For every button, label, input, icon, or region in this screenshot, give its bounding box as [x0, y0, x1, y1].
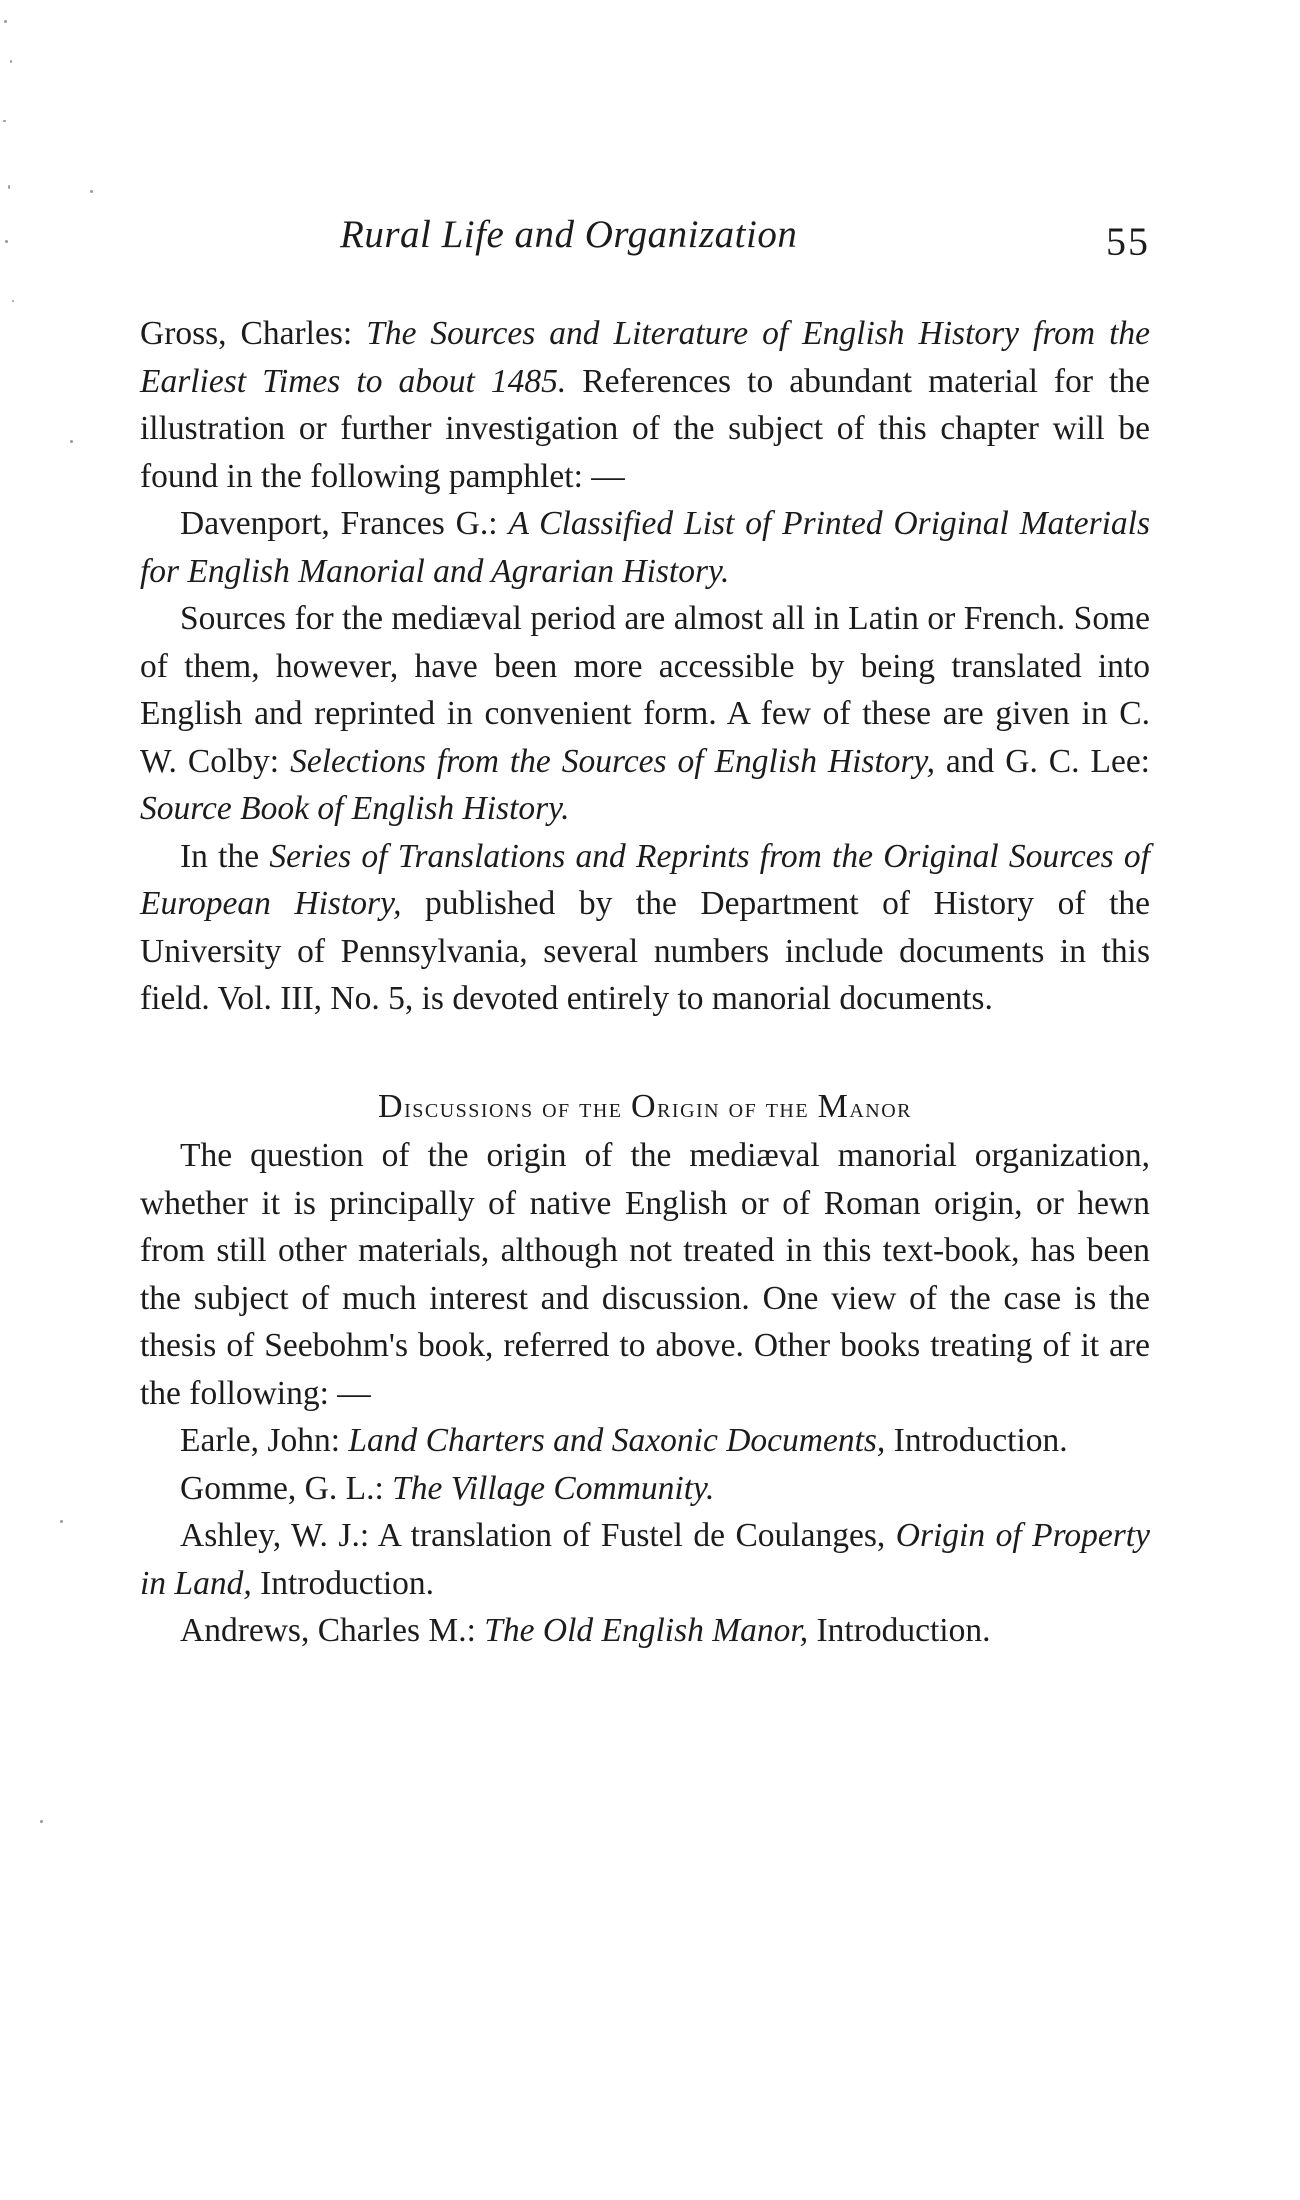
paragraph-andrews	[140, 1607, 1150, 1655]
citation-author: Gross, Charles:	[140, 315, 367, 352]
paragraph-text: In the	[180, 837, 270, 875]
citation-title: Land Charters and Saxonic Documents,	[348, 1422, 886, 1459]
citation-title: The Old English Manor,	[484, 1612, 809, 1649]
paragraph-text: Introduction.	[808, 1612, 991, 1649]
citation-title: The Sources and Literature of English History from the Earliest Times to about 1485.	[140, 315, 1150, 400]
paragraph-text: Introduction.	[251, 1564, 435, 1602]
section-heading: Discussions of the Origin of the Manor	[378, 1087, 912, 1125]
paragraph-text: The question of the origin of the mediæval manorial organization, whether it is principally of native English or of Roman origin, or hewn from still other materials, although not treated in this text-book, has been the subject of much interest and discussion. One view of the case is the thesis of Seebohm's book, referred to above. Other books treating of it are the following: —	[140, 1137, 1150, 1412]
paragraph-ashley	[140, 1512, 1150, 1607]
citation-title: Source Book of English History.	[140, 790, 570, 827]
paragraph-text: References to abundant material for the illustration or further investigation of the subject of this chapter will be found in the following pamphlet: —	[140, 362, 1150, 495]
citation-author: Ashley, W. J.:	[180, 1517, 378, 1554]
paragraph-text: Sources for the mediæval period are almost all in Latin or French. Some of them, however, have been more accessible by being translated into English and reprinted in convenient form. A few of these are given in C. W. Colby:	[140, 600, 1150, 780]
page-number: 55	[1106, 219, 1150, 264]
paragraph-text: A translation of Fustel de Coulanges,	[377, 1517, 896, 1554]
paragraph-text: Introduction.	[885, 1422, 1068, 1459]
citation-author: Gomme, G. L.:	[180, 1469, 393, 1507]
paragraph-gross	[140, 310, 1150, 500]
citation-title: Selections from the Sources of English History,	[290, 742, 935, 780]
paragraph-sources	[140, 595, 1150, 833]
citation-author: Davenport, Frances G.:	[180, 505, 509, 542]
paragraph-text: and G. C. Lee:	[934, 742, 1150, 780]
paragraph-text: published by the Department of History of the University of Pennsylvania, several numbers include documents in this field. Vol. III, No. 5, is devoted entirely to manorial documents.	[140, 885, 1151, 1017]
paragraph-davenport	[140, 500, 1150, 595]
paragraph-gomme	[140, 1465, 1150, 1513]
citation-title: Series of Translations and Reprints from the Original Sources of European History,	[140, 837, 1150, 922]
citation-author: Andrews, Charles M.:	[180, 1612, 485, 1649]
body-text	[140, 310, 1150, 1655]
running-head	[140, 212, 1150, 272]
running-title: Rural Life and Organization	[340, 213, 798, 256]
paragraph-origin-question	[140, 1132, 1150, 1417]
citation-title: Origin of Property in Land,	[140, 1517, 1150, 1602]
citation-title: A Classified List of Printed Original Materials for English Manorial and Agrarian History.	[140, 505, 1151, 590]
citation-title: The Village Community.	[392, 1469, 715, 1507]
paragraph-earle	[140, 1417, 1150, 1465]
citation-author: Earle, John:	[180, 1422, 349, 1459]
paragraph-series	[140, 833, 1150, 1023]
